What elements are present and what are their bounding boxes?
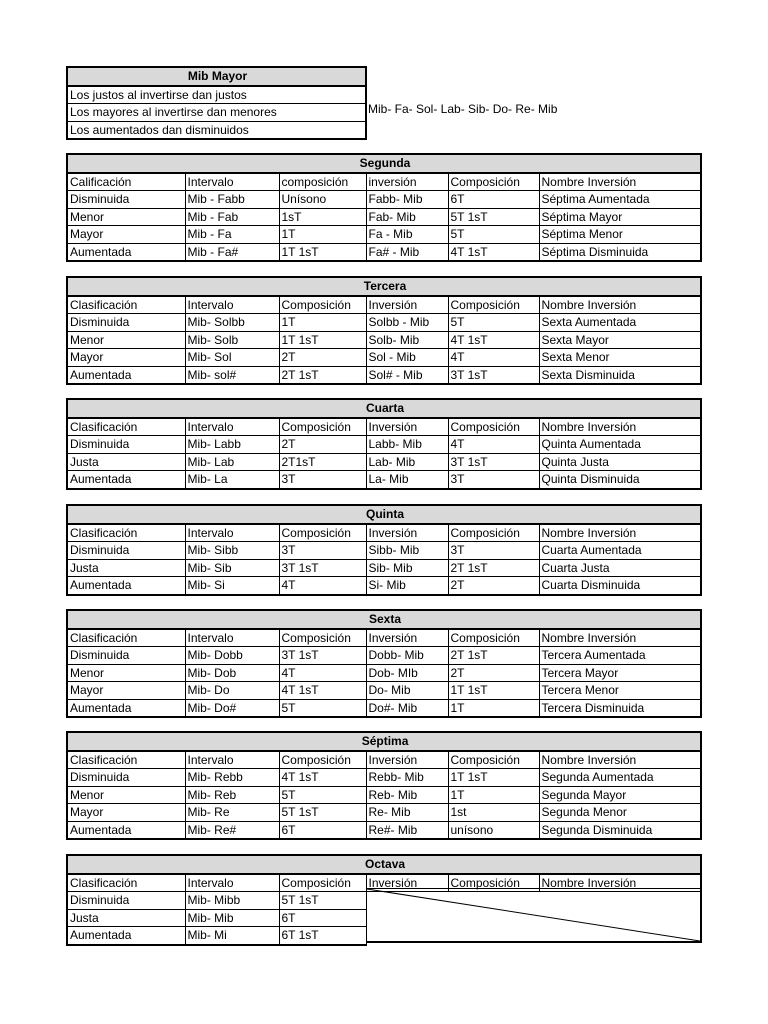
table-cell: Mib- Do [185, 682, 279, 700]
interval-table-4 [66, 609, 702, 718]
column-header: Intervalo [185, 524, 279, 542]
table-cell: 5T 1sT [279, 892, 366, 910]
table-cell: 1st [448, 804, 539, 822]
table-cell: Segunda Mayor [539, 786, 701, 804]
table-cell: Solb- Mib [366, 331, 448, 349]
table-row [67, 769, 701, 787]
table-cell: 5T [448, 226, 539, 244]
table-cell: Mib- Dob [185, 664, 279, 682]
column-header: Composición [279, 296, 366, 314]
table-cell: Mib- Sib [185, 559, 279, 577]
header-row [67, 418, 701, 436]
table-cell: 1T [448, 786, 539, 804]
table-cell: Mib- Reb [185, 786, 279, 804]
interval-table-1 [66, 276, 702, 385]
table-title: Tercera [67, 277, 701, 296]
table-cell: Menor [67, 331, 185, 349]
table-cell: 5T 1sT [279, 804, 366, 822]
table-cell: Sibb- Mib [366, 542, 448, 560]
column-header: Intervalo [185, 751, 279, 769]
table-cell: Justa [67, 559, 185, 577]
rule-mayores: Los mayores al invertirse dan menores [67, 104, 366, 122]
table-cell: Segunda Disminuida [539, 821, 701, 839]
column-header: Composición [279, 751, 366, 769]
table-cell: Tercera Menor [539, 682, 701, 700]
table-cell: Mib- Lab [185, 453, 279, 471]
octava-empty-inversion-box [366, 888, 702, 943]
table-title: Segunda [67, 154, 701, 173]
table-cell: 2T [279, 436, 366, 454]
table-cell: 2T1sT [279, 453, 366, 471]
table-cell: 5T [279, 786, 366, 804]
table-cell: Mib- Re [185, 804, 279, 822]
table-row [67, 542, 701, 560]
header-row [67, 751, 701, 769]
table-cell: Mib - Fab [185, 208, 279, 226]
table-title: Séptima [67, 732, 701, 751]
table-cell: Sexta Menor [539, 349, 701, 367]
table-cell: Aumentada [67, 471, 185, 489]
column-header: Clasificación [67, 418, 185, 436]
table-cell: Sexta Disminuida [539, 366, 701, 384]
table-cell: unísono [448, 821, 539, 839]
table-cell: 4T 1sT [448, 331, 539, 349]
table-cell: Tercera Mayor [539, 664, 701, 682]
table-cell: Segunda Menor [539, 804, 701, 822]
table-row [67, 664, 701, 682]
table-cell: Tercera Disminuida [539, 699, 701, 717]
column-header: Intervalo [185, 418, 279, 436]
interval-table-2 [66, 398, 702, 490]
header-row [67, 296, 701, 314]
column-header: Clasificación [67, 751, 185, 769]
column-header: Composición [279, 629, 366, 647]
table-cell: 4T [448, 436, 539, 454]
column-header: Inversión [366, 874, 448, 892]
table-cell: Disminuida [67, 436, 185, 454]
table-cell: 2T 1sT [448, 559, 539, 577]
table-cell: Mib- Rebb [185, 769, 279, 787]
table-cell: 1T [279, 226, 366, 244]
table-cell: Sib- Mib [366, 559, 448, 577]
column-header: Composición [448, 524, 539, 542]
column-header: Clasificación [67, 296, 185, 314]
table-cell: Mib- Dobb [185, 647, 279, 665]
table-cell: Rebb- Mib [366, 769, 448, 787]
table-cell: 1T 1sT [279, 331, 366, 349]
column-header: Clasificación [67, 629, 185, 647]
table-cell: Do#- Mib [366, 699, 448, 717]
table-cell: 1T [448, 699, 539, 717]
table-cell: Mib- Sibb [185, 542, 279, 560]
table-row [67, 226, 701, 244]
table-cell: Mayor [67, 226, 185, 244]
table-row [67, 559, 701, 577]
table-cell: 3T [279, 542, 366, 560]
table-cell: Disminuida [67, 769, 185, 787]
table-cell: Do- Mib [366, 682, 448, 700]
table-cell: Solbb - Mib [366, 314, 448, 332]
column-header: Inversión [366, 751, 448, 769]
table-cell: Mib - Fa [185, 226, 279, 244]
table-cell: 6T 1sT [279, 927, 366, 945]
table-cell: Menor [67, 786, 185, 804]
table-cell: Mib- Re# [185, 821, 279, 839]
table-row [67, 243, 701, 261]
table-row [67, 786, 701, 804]
table-row [67, 366, 701, 384]
column-header: Composición [279, 418, 366, 436]
column-header: Nombre Inversión [539, 524, 701, 542]
table-cell: 3T [279, 471, 366, 489]
table-cell: Mayor [67, 349, 185, 367]
column-header: inversión [366, 173, 448, 191]
table-cell: Séptima Disminuida [539, 243, 701, 261]
table-cell: 3T 1sT [279, 647, 366, 665]
table-cell: Quinta Aumentada [539, 436, 701, 454]
table-row [67, 577, 701, 595]
column-header: Composición [448, 173, 539, 191]
table-cell: Menor [67, 208, 185, 226]
table-cell: Aumentada [67, 821, 185, 839]
table-cell: Dobb- Mib [366, 647, 448, 665]
table-cell: Cuarta Justa [539, 559, 701, 577]
table-cell: Disminuida [67, 892, 185, 910]
column-header: Nombre Inversión [539, 751, 701, 769]
table-row [67, 436, 701, 454]
key-info-table [66, 66, 367, 140]
column-header: Nombre Inversión [539, 173, 701, 191]
column-header: Nombre Inversión [539, 874, 701, 892]
table-cell: Mib- Mibb [185, 892, 279, 910]
table-cell: Aumentada [67, 699, 185, 717]
column-header: Intervalo [185, 173, 279, 191]
table-cell: Séptima Menor [539, 226, 701, 244]
table-cell: Si- Mib [366, 577, 448, 595]
column-header: Composición [448, 629, 539, 647]
table-cell: Mib- Do# [185, 699, 279, 717]
column-header: Intervalo [185, 629, 279, 647]
table-cell: 3T 1sT [448, 366, 539, 384]
column-header: Intervalo [185, 874, 279, 892]
table-cell: 2T [448, 577, 539, 595]
table-row [67, 821, 701, 839]
interval-table-3 [66, 504, 702, 596]
table-cell: 5T 1sT [448, 208, 539, 226]
table-cell: Sol - Mib [366, 349, 448, 367]
header-row [67, 173, 701, 191]
table-cell: Mib- La [185, 471, 279, 489]
table-title: Quinta [67, 505, 701, 524]
table-cell: 4T [279, 664, 366, 682]
table-cell: Tercera Aumentada [539, 647, 701, 665]
column-header: Clasificación [67, 524, 185, 542]
table-cell: 1T 1sT [448, 769, 539, 787]
table-cell: Justa [67, 909, 185, 927]
column-header: composición [279, 173, 366, 191]
table-cell: 4T [279, 577, 366, 595]
table-cell: Cuarta Aumentada [539, 542, 701, 560]
column-header: Composición [448, 418, 539, 436]
table-cell: La- Mib [366, 471, 448, 489]
table-cell: Segunda Aumentada [539, 769, 701, 787]
table-cell: Menor [67, 664, 185, 682]
table-cell: 2T [448, 664, 539, 682]
table-cell: 3T [448, 542, 539, 560]
table-cell: Disminuida [67, 314, 185, 332]
table-cell: Mib - Fa# [185, 243, 279, 261]
column-header: Composición [279, 874, 366, 892]
table-cell: 4T 1sT [448, 243, 539, 261]
table-cell: Mayor [67, 804, 185, 822]
table-cell: Sol# - Mib [366, 366, 448, 384]
table-cell: Séptima Aumentada [539, 191, 701, 209]
table-cell: Aumentada [67, 927, 185, 945]
table-cell: 1T 1sT [448, 682, 539, 700]
table-cell: 3T 1sT [279, 559, 366, 577]
column-header: Clasificación [67, 874, 185, 892]
table-cell: Unísono [279, 191, 366, 209]
column-header: Inversión [366, 629, 448, 647]
table-title: Cuarta [67, 399, 701, 418]
table-cell: Mib- Mib [185, 909, 279, 927]
table-cell: Mib- Solbb [185, 314, 279, 332]
key-title: Mib Mayor [67, 67, 366, 86]
rule-justos: Los justos al invertirse dan justos [67, 86, 366, 104]
table-cell: Mib- Labb [185, 436, 279, 454]
table-cell: 4T 1sT [279, 682, 366, 700]
table-row [67, 647, 701, 665]
column-header: Nombre Inversión [539, 629, 701, 647]
table-cell: 5T [448, 314, 539, 332]
table-cell: Labb- Mib [366, 436, 448, 454]
interval-table-5 [66, 731, 702, 840]
table-cell: Justa [67, 453, 185, 471]
scale-notes: Mib- Fa- Sol- Lab- Sib- Do- Re- Mib [368, 102, 558, 116]
table-cell: Disminuida [67, 647, 185, 665]
table-cell: 3T 1sT [448, 453, 539, 471]
column-header: Composición [279, 524, 366, 542]
table-cell: Re- Mib [366, 804, 448, 822]
table-title: Octava [67, 855, 701, 874]
column-header: Inversión [366, 418, 448, 436]
column-header: Inversión [366, 296, 448, 314]
table-cell: Dob- MIb [366, 664, 448, 682]
table-cell: Quinta Disminuida [539, 471, 701, 489]
table-cell: 4T [448, 349, 539, 367]
table-cell: Disminuida [67, 542, 185, 560]
table-cell: Mib- sol# [185, 366, 279, 384]
table-cell: Aumentada [67, 243, 185, 261]
table-cell: Cuarta Disminuida [539, 577, 701, 595]
column-header: Nombre Inversión [539, 418, 701, 436]
table-cell: 1T 1sT [279, 243, 366, 261]
table-cell: 6T [448, 191, 539, 209]
table-cell: Re#- Mib [366, 821, 448, 839]
table-cell: 5T [279, 699, 366, 717]
table-cell: Aumentada [67, 366, 185, 384]
table-cell: Fa# - Mib [366, 243, 448, 261]
header-row [67, 524, 701, 542]
table-cell: Mib- Si [185, 577, 279, 595]
table-cell: 2T [279, 349, 366, 367]
table-cell: Quinta Justa [539, 453, 701, 471]
table-row [67, 804, 701, 822]
table-row [67, 191, 701, 209]
interval-table-0 [66, 153, 702, 262]
table-cell: Fa - Mib [366, 226, 448, 244]
table-row [67, 471, 701, 489]
column-header: Composición [448, 751, 539, 769]
table-cell: Mib- Sol [185, 349, 279, 367]
table-cell: Séptima Mayor [539, 208, 701, 226]
table-cell: Fab- Mib [366, 208, 448, 226]
table-cell: Mib - Fabb [185, 191, 279, 209]
table-cell: Sexta Aumentada [539, 314, 701, 332]
table-row [67, 699, 701, 717]
table-cell: 2T 1sT [279, 366, 366, 384]
table-cell: 3T [448, 471, 539, 489]
table-cell: Lab- Mib [366, 453, 448, 471]
table-cell: Aumentada [67, 577, 185, 595]
column-header: Composición [448, 874, 539, 892]
table-cell: 6T [279, 821, 366, 839]
column-header: Calificación [67, 173, 185, 191]
table-cell: Mib- Solb [185, 331, 279, 349]
table-cell: 1T [279, 314, 366, 332]
table-cell: Reb- Mib [366, 786, 448, 804]
table-cell: Mayor [67, 682, 185, 700]
table-row [67, 208, 701, 226]
column-header: Nombre Inversión [539, 296, 701, 314]
header-row [67, 629, 701, 647]
table-row [67, 682, 701, 700]
table-cell: 2T 1sT [448, 647, 539, 665]
column-header: Intervalo [185, 296, 279, 314]
column-header: Inversión [366, 524, 448, 542]
table-title: Sexta [67, 610, 701, 629]
column-header: Composición [448, 296, 539, 314]
table-row [67, 453, 701, 471]
table-cell: 4T 1sT [279, 769, 366, 787]
table-cell: Fabb- Mib [366, 191, 448, 209]
table-cell: 1sT [279, 208, 366, 226]
table-cell: Mib- Mi [185, 927, 279, 945]
table-row [67, 331, 701, 349]
table-row [67, 349, 701, 367]
rule-aumentados: Los aumentados dan disminuidos [67, 121, 366, 139]
table-row [67, 314, 701, 332]
table-cell: Disminuida [67, 191, 185, 209]
table-cell: 6T [279, 909, 366, 927]
table-cell: Sexta Mayor [539, 331, 701, 349]
